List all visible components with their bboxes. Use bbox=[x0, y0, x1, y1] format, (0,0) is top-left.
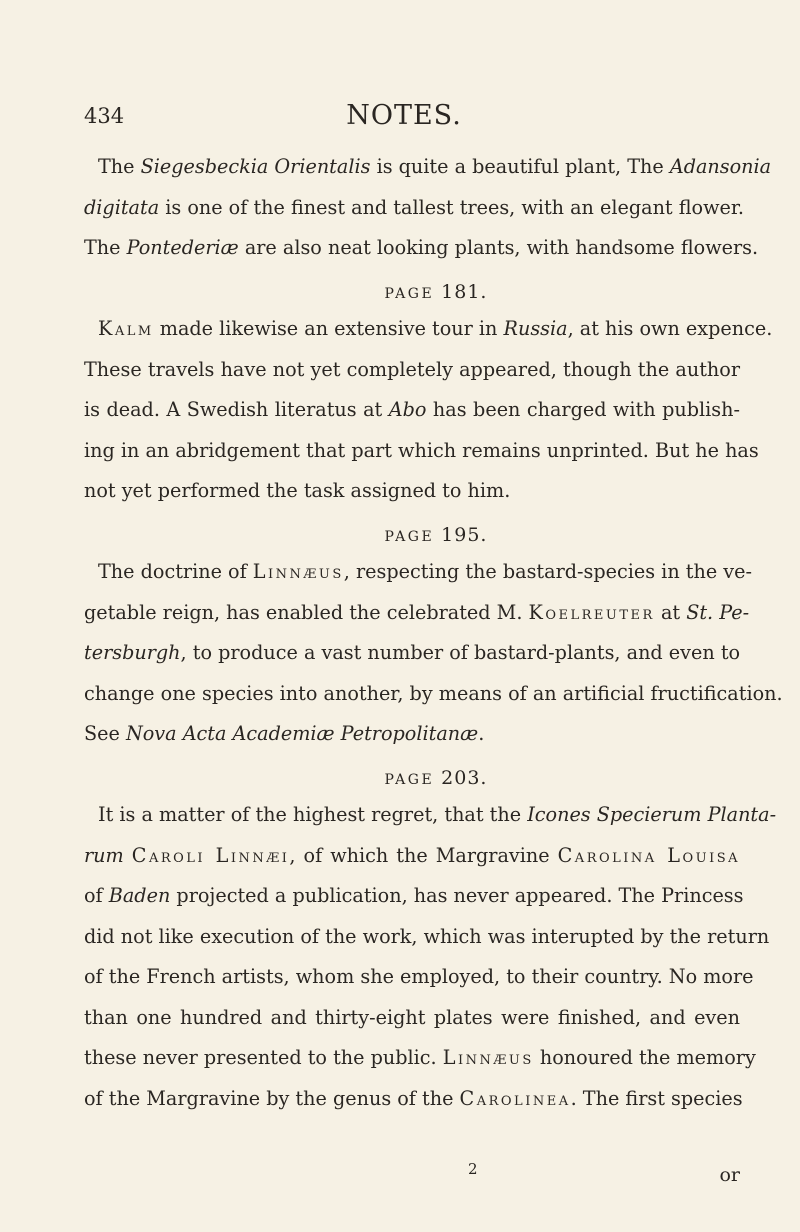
text-line: getable reign, has enabled the celebrated M. Koelreuter at St. Pe- bbox=[84, 600, 750, 624]
text-line: of the Margravine by the genus of the Carolinea. The first species bbox=[84, 1086, 743, 1110]
text-line: of the French artists, whom she employed, to their country. No more bbox=[84, 965, 754, 988]
page-footer bbox=[84, 1160, 740, 1190]
text-line: The Siegesbeckia Orientalis is quite a beautiful plant, The Adansonia bbox=[98, 155, 772, 178]
section-heading-203: PAGE 203. bbox=[384, 766, 488, 789]
text-line: It is a matter of the highest regret, that the Icones Specierum Planta- bbox=[98, 803, 777, 826]
text-line: digitata is one of the finest and tallest trees, with an elegant flower. bbox=[84, 195, 745, 219]
text-line: rum Caroli Linnæi, of which the Margravine Carolina Louisa bbox=[84, 843, 740, 867]
signature-mark: 2 bbox=[468, 1160, 478, 1178]
text-line: tersburgh, to produce a vast number of bastard-plants, and even to bbox=[84, 641, 741, 664]
section-heading-195: PAGE 195. bbox=[384, 523, 488, 546]
text-line: ing in an abridgement that part which remains unprinted. But he has bbox=[84, 438, 759, 462]
page-header bbox=[84, 100, 724, 140]
running-title: NOTES. bbox=[346, 100, 462, 131]
text-line: These travels have not yet completely appeared, though the author bbox=[84, 357, 740, 381]
text-line: change one species into another, by means of an artificial fructification. bbox=[84, 681, 783, 705]
text-line: The Pontederiæ are also neat looking plants, with handsome flowers. bbox=[84, 236, 759, 259]
text-line: is dead. A Swedish literatus at Abo has been charged with publish- bbox=[84, 398, 740, 421]
text-line: these never presented to the public. Linnæus honoured the memory bbox=[84, 1046, 756, 1069]
page-number: 434 bbox=[84, 104, 125, 128]
text-line: not yet performed the task assigned to him. bbox=[84, 479, 511, 502]
section-heading-181: PAGE 181. bbox=[384, 280, 488, 303]
text-line: Kalm made likewise an extensive tour in Russia, at his own expence. bbox=[98, 317, 773, 340]
text-line: of Baden projected a publication, has never appeared. The Princess bbox=[84, 884, 744, 907]
text-line: did not like execution of the work, which was interupted by the return bbox=[84, 924, 770, 948]
text-line: The doctrine of Linnæus, respecting the bastard-species in the ve- bbox=[98, 560, 752, 583]
page-body bbox=[84, 147, 783, 1119]
text-line: than one hundred and thirty-eight plates were finished, and even bbox=[84, 1005, 740, 1029]
text-line: See Nova Acta Academiæ Petropolitanæ. bbox=[84, 722, 485, 745]
catchword: or bbox=[719, 1164, 740, 1186]
